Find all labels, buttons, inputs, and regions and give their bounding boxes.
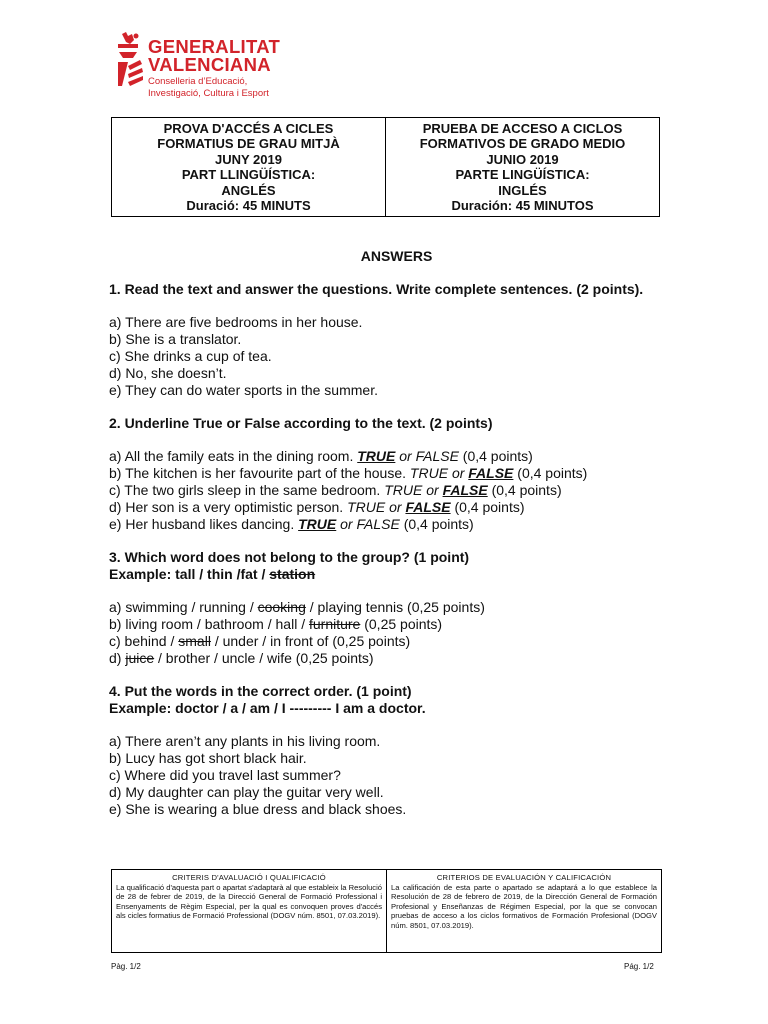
logo-subtitle [148, 76, 269, 100]
statement-text: b) The kitchen is her favourite part of the house. [109, 465, 407, 481]
header-line: ANGLÉS [221, 182, 276, 198]
criteria-body: La qualificació d'aquesta part o apartat s'adaptarà al que estableix la Resolució de 28 de febrer de 2019, de la Direcció General de Formació Professional i Ensenyaments de Règim Especial, per la qual es convoquen proves d'accés als cicles formatius de Formació Professional (DOGV núm. 8501, 07.03.2019). [116, 882, 382, 921]
group-text-before: d) [109, 650, 122, 666]
header-line: PROVA D'ACCÉS A CICLES [163, 120, 334, 136]
points-label: (0,4 points) [517, 465, 588, 481]
logo-sub-line2: Investigació, Cultura i Esport [148, 88, 269, 99]
true-option: TRUE [384, 482, 423, 498]
example-struck-word: station [269, 566, 316, 582]
group-text-after: / playing tennis (0,25 points) [309, 599, 485, 615]
struck-word: cooking [257, 599, 306, 615]
criteria-title: CRITERIOS DE EVALUACIÓN Y CALIFICACIÓN [436, 873, 612, 882]
question-2-title: 2. Underline True or False according to the text. (2 points) [109, 415, 493, 431]
odd-word-item [109, 616, 664, 633]
question-4-title: 4. Put the words in the correct order. (1 point) [109, 683, 412, 699]
page-number-right: Pág. 1/2 [624, 962, 654, 971]
true-option: TRUE [409, 465, 449, 481]
true-false-list [109, 448, 664, 533]
points-label: (0,4 points) [462, 448, 533, 464]
answer-line: d) My daughter can play the guitar very well. [109, 784, 384, 800]
struck-word: juice [125, 650, 155, 666]
question-4-example: Example: doctor / a / am / I --------- I am a doctor. [109, 700, 426, 716]
group-text-after: / brother / uncle / wife (0,25 points) [158, 650, 374, 666]
answer-line: d) No, she doesn’t. [109, 365, 227, 381]
generalitat-logo [116, 30, 316, 100]
logo-title [148, 38, 280, 74]
exam-header-table [111, 117, 660, 217]
answers-title: ANSWERS [360, 248, 433, 264]
header-line: FORMATIUS DE GRAU MITJÀ [157, 136, 340, 151]
answer-line: c) She drinks a cup of tea. [109, 348, 272, 364]
group-text-after: (0,25 points) [364, 616, 443, 632]
logo-sub-line1: Conselleria d’Educació, [148, 76, 248, 87]
true-option: TRUE [347, 499, 386, 515]
group-text-before: b) living room / bathroom / hall / [109, 616, 306, 632]
or-word: or [389, 499, 402, 515]
example-prefix: Example: tall / thin /fat / [109, 566, 266, 582]
header-line: FORMATIVOS DE GRADO MEDIO [419, 136, 626, 151]
header-line: Duración: 45 MINUTOS [451, 198, 594, 213]
statement-text: e) Her husband likes dancing. [109, 516, 295, 532]
header-line: PART LLINGÜÍSTICA: [181, 167, 316, 182]
question-3-title: 3. Which word does not belong to the group? (1 point) [109, 549, 470, 565]
struck-word: small [178, 633, 211, 649]
or-word: or [399, 448, 412, 464]
true-false-item [109, 516, 664, 533]
criteria-body: La calificación de esta parte o apartado se adaptará a lo que establece la Resolución de 28 de febrero de 2019, de la Dirección General de Formación Profesional y Enseñanzas de Régimen Especial, por la que se convocan pruebas de acceso a los ciclos formativos de Formación Profesional (DOGV núm. 8501, 07.03.2019). [391, 882, 657, 930]
true-false-item [109, 499, 664, 516]
criteria-title: CRITERIS D'AVALUACIÓ I QUALIFICACIÓ [172, 873, 326, 882]
statement-text: d) Her son is a very optimistic person. [109, 499, 344, 515]
statement-text: c) The two girls sleep in the same bedroom. [109, 482, 381, 498]
criteria-spanish [386, 870, 661, 952]
false-option: FALSE [405, 499, 451, 515]
true-option: TRUE [357, 448, 396, 464]
answer-line: e) She is wearing a blue dress and black shoes. [109, 801, 407, 817]
coat-of-arms-icon [116, 30, 144, 88]
question-3-example [109, 566, 664, 583]
answer-line: b) She is a translator. [109, 331, 242, 347]
or-word: or [340, 516, 353, 532]
header-line: PRUEBA DE ACCESO A CICLOS [422, 120, 623, 136]
true-false-item [109, 448, 664, 465]
logo-title-line2: VALENCIANA [148, 54, 271, 75]
page-number-left: Pàg. 1/2 [111, 962, 141, 971]
answer-line: a) There are five bedrooms in her house. [109, 314, 363, 330]
false-option: FALSE [468, 465, 514, 481]
odd-word-list [109, 599, 664, 667]
header-line: INGLÉS [498, 182, 547, 198]
group-text-after: / under / in front of (0,25 points) [214, 633, 411, 649]
answer-line: e) They can do water sports in the summer. [109, 382, 378, 398]
answer-line: c) Where did you travel last summer? [109, 767, 341, 783]
header-line: JUNIO 2019 [486, 151, 559, 167]
answer-line: a) There aren’t any plants in his living room. [109, 733, 381, 749]
points-label: (0,4 points) [454, 499, 525, 515]
group-text-before: a) swimming / running / [109, 599, 254, 615]
points-label: (0,4 points) [491, 482, 562, 498]
question-1-title: 1. Read the text and answer the questions. Write complete sentences. (2 points). [109, 281, 644, 297]
answer-line: b) Lucy has got short black hair. [109, 750, 307, 766]
criteria-table [111, 869, 662, 953]
criteria-valencian [112, 870, 386, 952]
header-line: Duració: 45 MINUTS [186, 198, 311, 213]
or-word: or [451, 465, 465, 481]
odd-word-item [109, 650, 664, 667]
false-option: FALSE [356, 516, 400, 532]
false-option: FALSE [415, 448, 459, 464]
group-text-before: c) behind / [109, 633, 175, 649]
points-label: (0,4 points) [403, 516, 474, 532]
true-false-item [109, 482, 664, 499]
true-option: TRUE [298, 516, 337, 532]
true-false-item [109, 465, 664, 482]
header-line: PARTE LINGÜÍSTICA: [455, 167, 590, 182]
false-option: FALSE [442, 482, 488, 498]
struck-word: furniture [308, 616, 361, 632]
header-cell-spanish [385, 118, 659, 216]
odd-word-item [109, 633, 664, 650]
header-cell-valencian [112, 118, 385, 216]
answers-content [109, 248, 664, 818]
statement-text: a) All the family eats in the dining room. [109, 448, 354, 464]
logo-title-line1: GENERALITAT [148, 36, 281, 57]
header-line: JUNY 2019 [215, 151, 282, 167]
odd-word-item [109, 599, 664, 616]
or-word: or [426, 482, 439, 498]
